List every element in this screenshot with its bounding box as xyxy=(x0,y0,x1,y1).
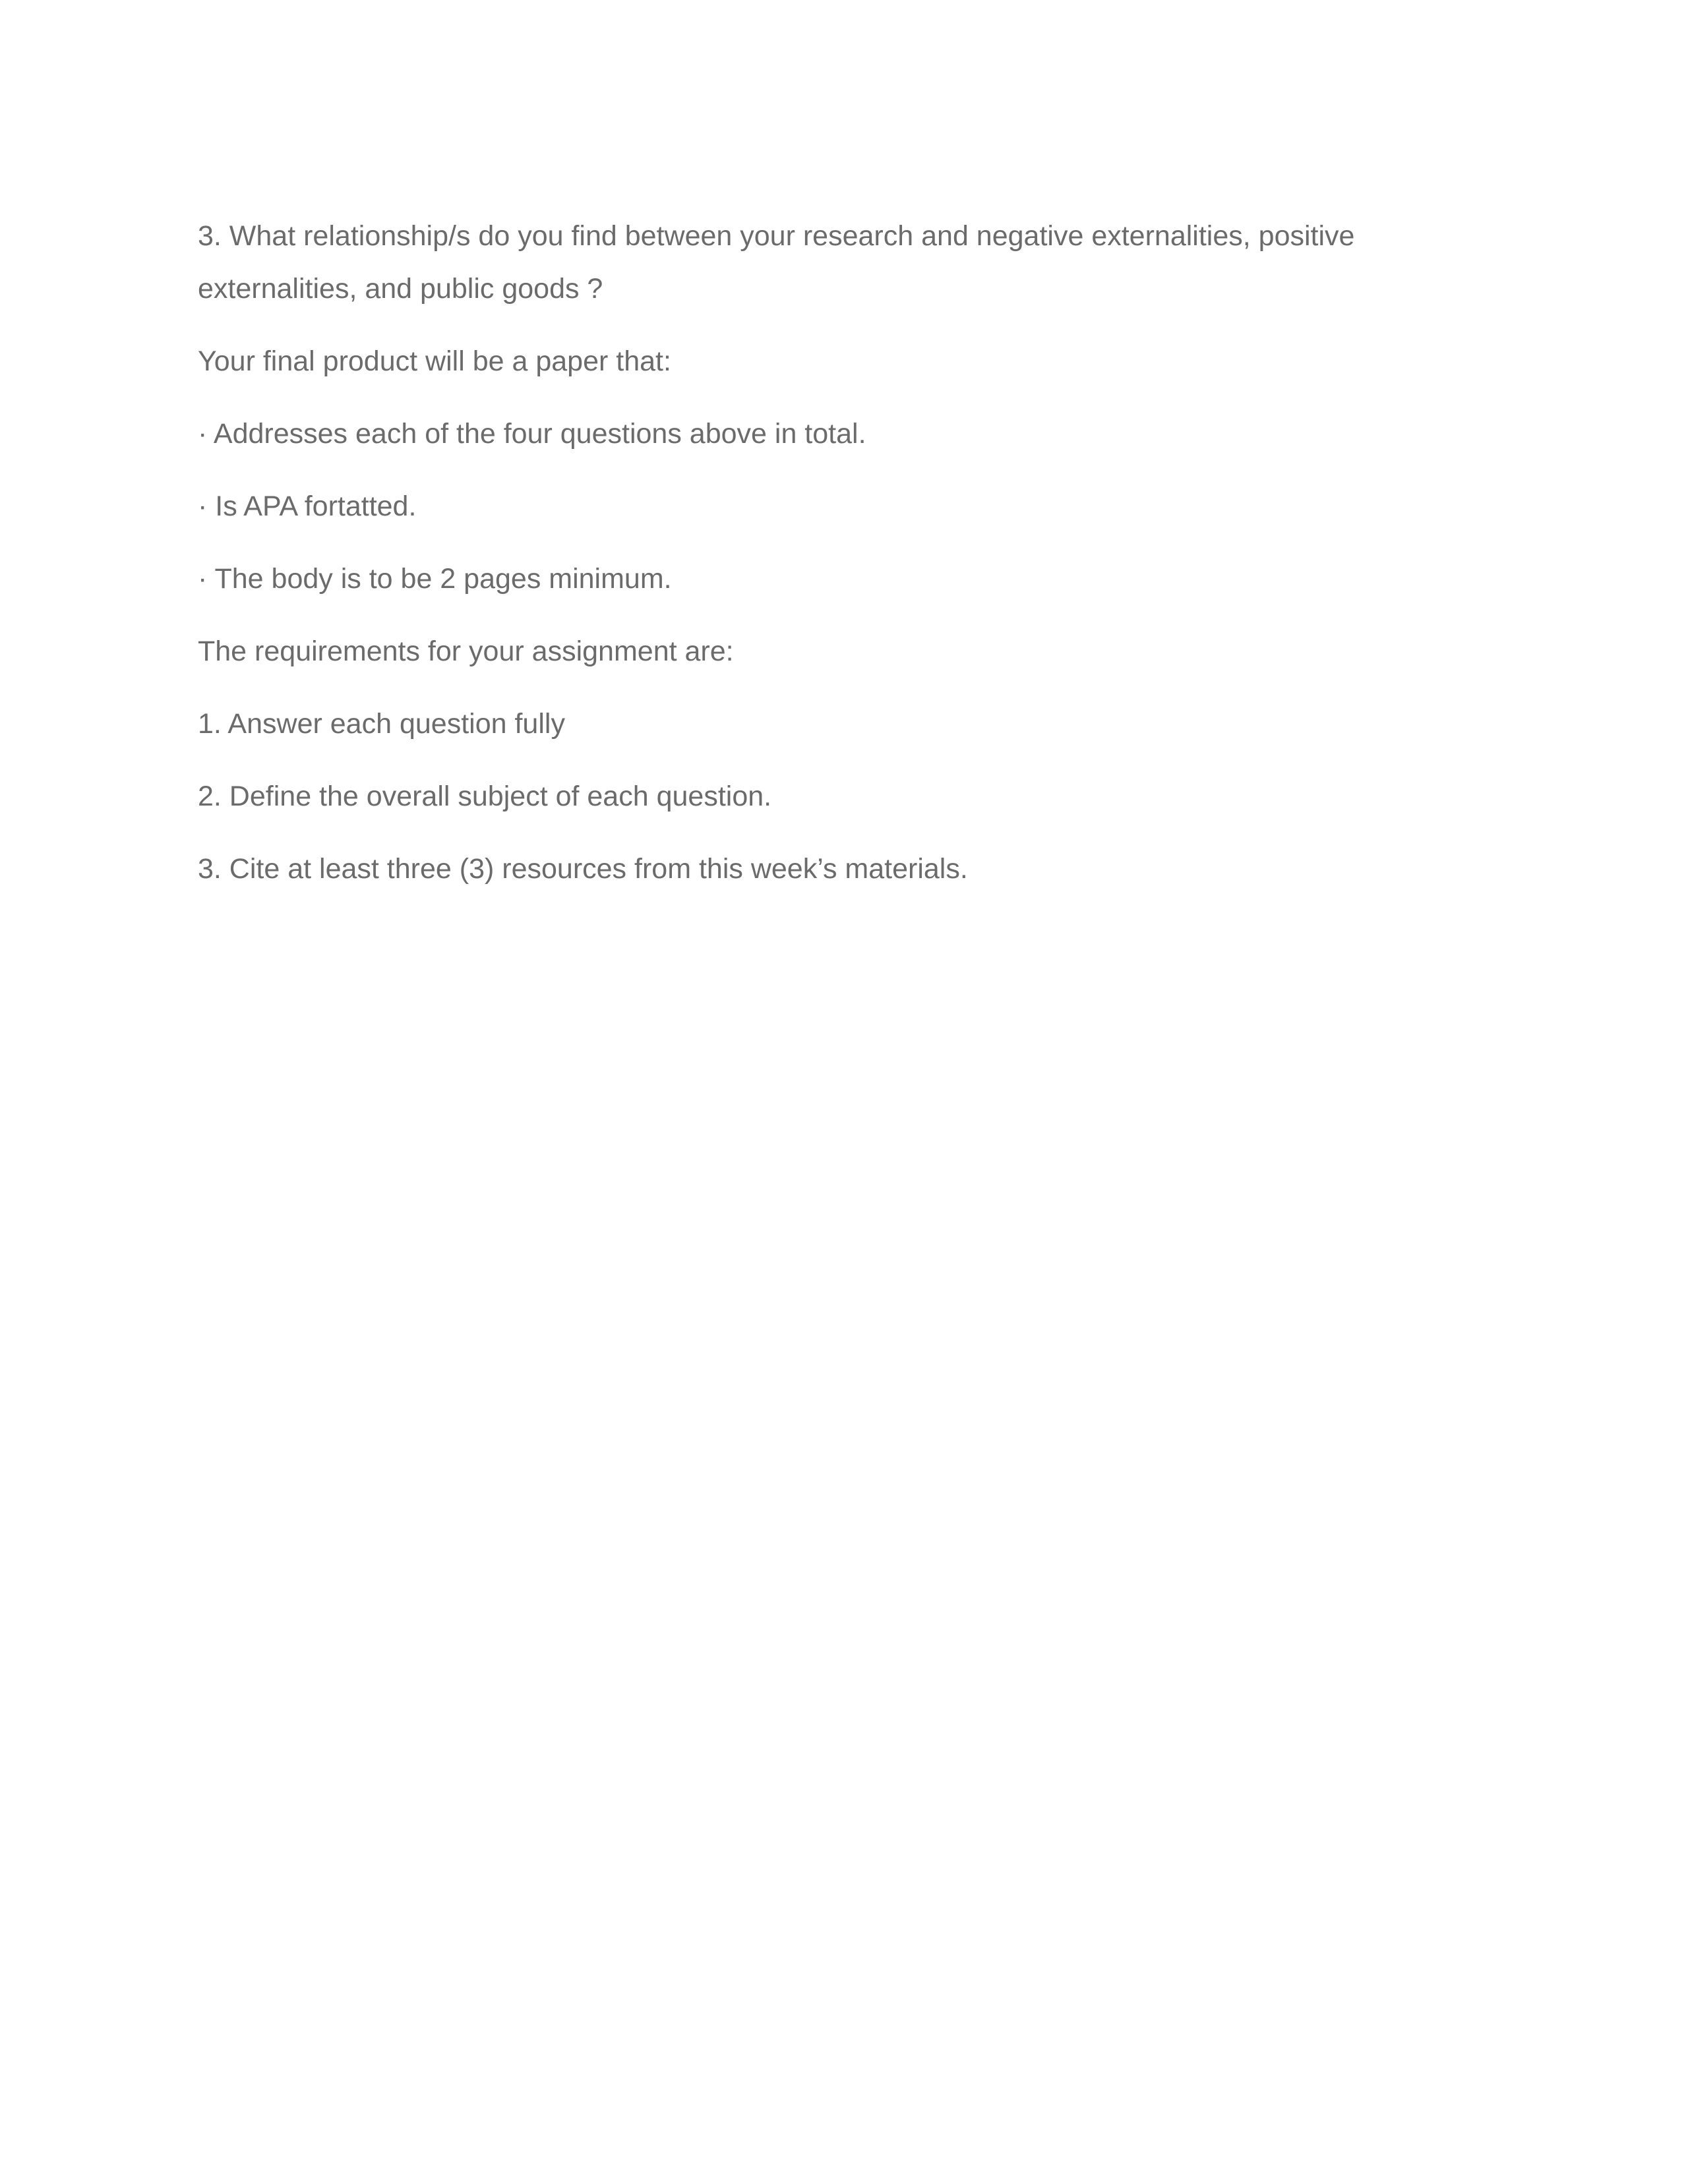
question-3-text: 3. What relationship/s do you find between your research and negative externalities, positive externalities, and public goods ? xyxy=(198,220,1355,305)
bullet-item: · Is APA fortatted. xyxy=(198,490,417,522)
bullet-item: · The body is to be 2 pages minimum. xyxy=(198,563,672,595)
document-body xyxy=(198,210,1517,915)
final-product-intro: Your final product will be a paper that: xyxy=(198,345,671,377)
bullet-item: · Addresses each of the four questions above in total. xyxy=(198,418,866,450)
requirement-item: 1. Answer each question fully xyxy=(198,708,565,740)
requirement-item: 3. Cite at least three (3) resources from this week’s materials. xyxy=(198,853,968,885)
requirement-item: 2. Define the overall subject of each question. xyxy=(198,781,772,812)
requirements-intro: The requirements for your assignment are: xyxy=(198,635,734,667)
